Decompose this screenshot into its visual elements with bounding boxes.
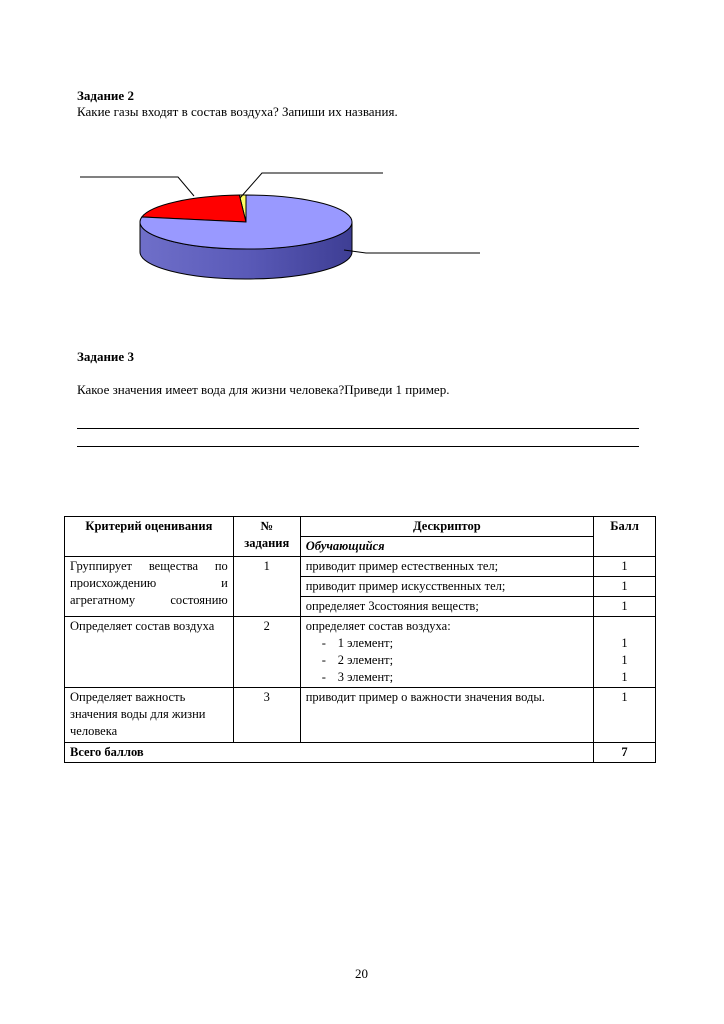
row3-score: 1	[594, 688, 656, 743]
row1-descriptor-2: приводит пример искусственных тел;	[300, 577, 593, 597]
header-num-line1: №	[260, 519, 274, 533]
air-composition-pie-chart	[70, 160, 490, 290]
row1-score-3: 1	[594, 597, 656, 617]
row2-descriptor-intro: определяет состав воздуха:	[305, 619, 451, 633]
header-num-line2: задания	[244, 536, 290, 550]
header-score: Балл	[594, 517, 656, 557]
leader-line-blue-slice	[344, 250, 480, 253]
task2-question: Какие газы входят в состав воздуха? Запиши их названия.	[77, 104, 398, 119]
row1-descriptor-1: приводит пример естественных тел;	[300, 557, 593, 577]
row2-score: 1	[621, 653, 628, 667]
table-row	[65, 617, 656, 688]
row2-task-number: 2	[233, 617, 300, 688]
row2-score: 1	[621, 670, 628, 684]
answer-line-2	[77, 446, 639, 447]
total-label: Всего баллов	[65, 743, 594, 763]
row3-task-number: 3	[233, 688, 300, 743]
leader-line-red-slice	[80, 177, 194, 196]
header-descriptor-sub: Обучающийся	[300, 537, 593, 557]
row1-score-1: 1	[594, 557, 656, 577]
row3-descriptor: приводит пример о важности значения воды.	[300, 688, 593, 743]
row1-criterion: Группирует вещества по происхождению и агрегатному состоянию	[65, 557, 234, 617]
row2-score: 1	[621, 636, 628, 650]
row1-descriptor-3: определяет 3состояния веществ;	[300, 597, 593, 617]
row2-criterion: Определяет состав воздуха	[65, 617, 234, 688]
row1-score-2: 1	[594, 577, 656, 597]
row2-scores	[594, 617, 656, 688]
row3-criterion: Определяет важность значения воды для жизни человека	[65, 688, 234, 743]
row1-task-number: 1	[233, 557, 300, 617]
table-row	[65, 688, 656, 743]
table-total-row	[65, 743, 656, 763]
task3-title: Задание 3	[77, 349, 134, 364]
total-score: 7	[594, 743, 656, 763]
header-descriptor: Дескриптор	[300, 517, 593, 537]
row2-subitem: - 3 элемент;	[324, 669, 588, 686]
row2-subitems	[306, 635, 588, 686]
grading-table	[64, 516, 656, 763]
row2-subitem: - 1 элемент;	[324, 635, 588, 652]
row2-subitem: - 2 элемент;	[324, 652, 588, 669]
page-number: 20	[355, 966, 368, 981]
header-criterion: Критерий оценивания	[65, 517, 234, 557]
task3-question: Какое значения имеет вода для жизни человека?Приведи 1 пример.	[77, 382, 450, 397]
row2-descriptor	[300, 617, 593, 688]
task2-title: Задание 2	[77, 88, 134, 103]
leader-line-yellow-slice	[240, 173, 383, 198]
answer-line-1	[77, 428, 639, 429]
header-task-number	[233, 517, 300, 557]
table-row	[65, 557, 656, 577]
